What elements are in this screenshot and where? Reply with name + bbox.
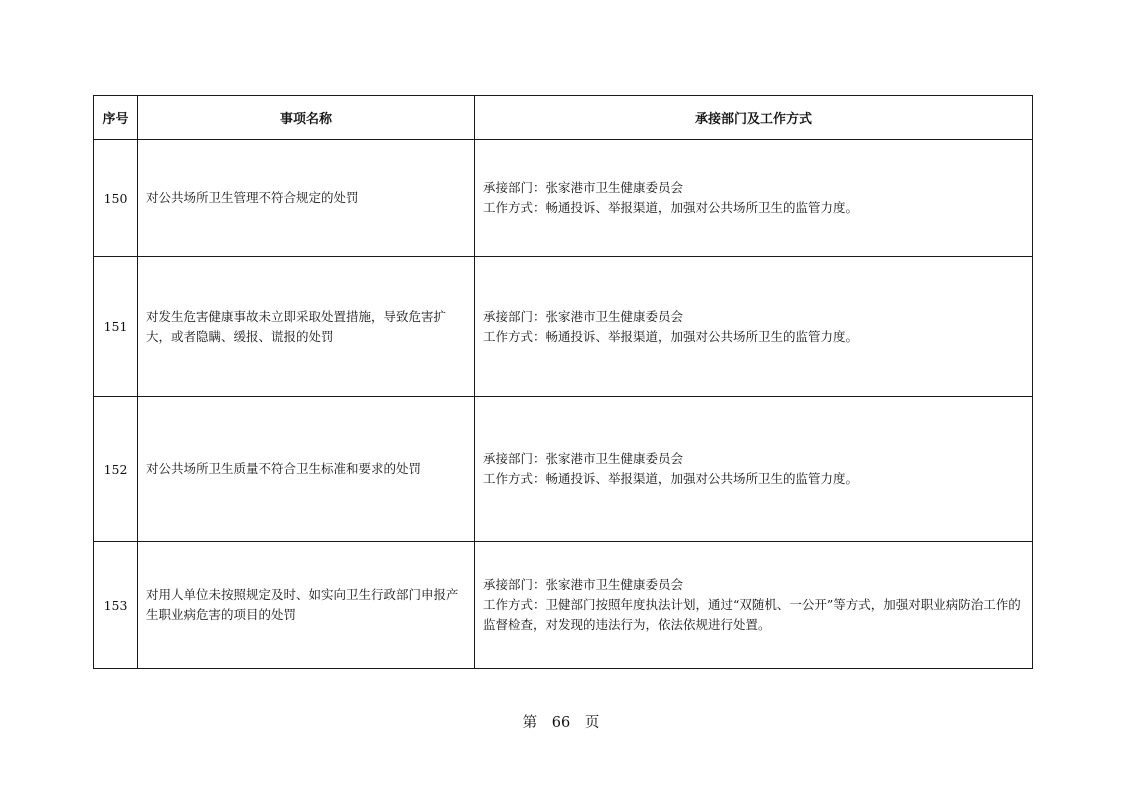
row-number: 152 — [94, 397, 138, 542]
dept-line: 承接部门：张家港市卫生健康委员会 — [483, 308, 684, 324]
row-item-name: 对用人单位未按照规定及时、如实向卫生行政部门申报产生职业病危害的项目的处罚 — [138, 542, 475, 669]
row-item-name: 对公共场所卫生质量不符合卫生标准和要求的处罚 — [138, 397, 475, 542]
row-item-name: 对发生危害健康事故未立即采取处置措施，导致危害扩大，或者隐瞒、缓报、谎报的处罚 — [138, 257, 475, 397]
method-line: 工作方式：畅通投诉、举报渠道，加强对公共场所卫生的监管力度。 — [483, 200, 859, 215]
row-dept-method — [475, 542, 1033, 669]
items-table — [93, 95, 1033, 669]
page-number-footer — [0, 711, 1122, 732]
table-row — [94, 542, 1033, 669]
header-dept-method: 承接部门及工作方式 — [475, 96, 1033, 140]
dept-line: 承接部门：张家港市卫生健康委员会 — [483, 451, 684, 466]
row-number: 150 — [94, 140, 138, 257]
table-row — [94, 397, 1033, 542]
table-row — [94, 257, 1033, 397]
row-dept-method — [475, 257, 1033, 397]
row-number: 151 — [94, 257, 138, 397]
header-item-name: 事项名称 — [138, 96, 475, 140]
table-header-row — [94, 96, 1033, 140]
page-number: 66 — [551, 715, 571, 731]
method-line: 工作方式：畅通投诉、举报渠道，加强对公共场所卫生的监管力度。 — [483, 328, 859, 344]
header-number: 序号 — [94, 96, 138, 140]
dept-line: 承接部门：张家港市卫生健康委员会 — [483, 577, 684, 592]
method-line: 工作方式：畅通投诉、举报渠道，加强对公共场所卫生的监管力度。 — [483, 471, 859, 486]
row-number: 153 — [94, 542, 138, 669]
page-prefix: 第 — [522, 715, 538, 731]
row-item-name: 对公共场所卫生管理不符合规定的处罚 — [138, 140, 475, 257]
dept-line: 承接部门：张家港市卫生健康委员会 — [483, 180, 684, 195]
table-row — [94, 140, 1033, 257]
row-dept-method — [475, 140, 1033, 257]
page-suffix: 页 — [584, 715, 600, 731]
method-line: 工作方式：卫健部门按照年度执法计划，通过“双随机、一公开”等方式，加强对职业病防治工作的监督检查，对发现的违法行为，依法依规进行处置。 — [483, 597, 1021, 632]
row-dept-method — [475, 397, 1033, 542]
